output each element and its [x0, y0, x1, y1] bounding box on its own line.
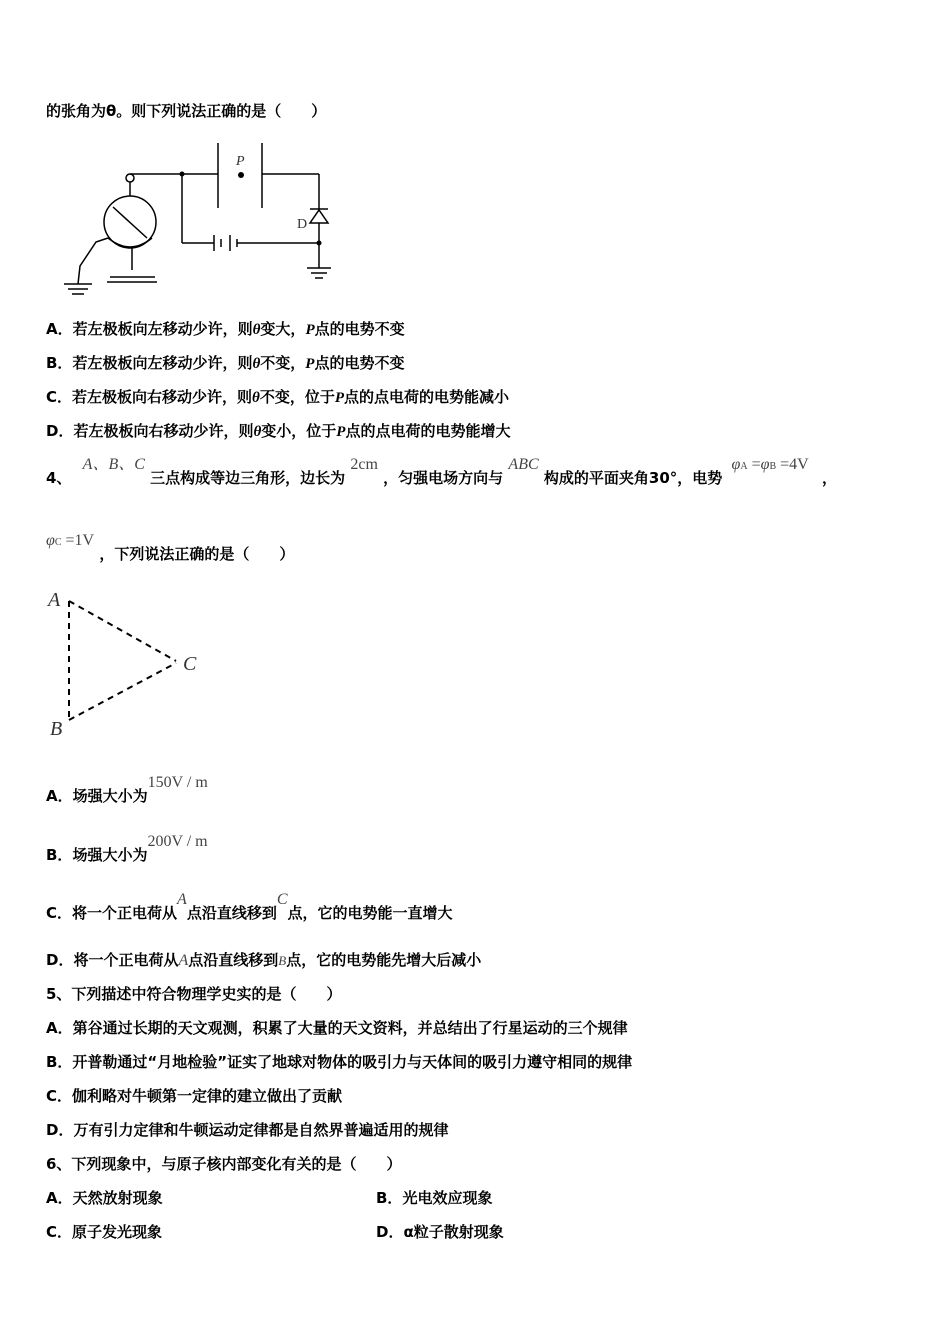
q6-option-b[interactable]: B．光电效应现象: [376, 1189, 493, 1207]
label-b: B: [50, 718, 63, 740]
q6-option-c[interactable]: C．原子发光现象: [46, 1223, 163, 1241]
q3-option-a[interactable]: A．若左极板向左移动少许，则θ变大，P点的电势不变: [46, 320, 405, 338]
q5-option-a[interactable]: A．第谷通过长期的天文观测，积累了大量的天文资料，并总结出了行星运动的三个规律: [46, 1019, 628, 1037]
label-p: P: [236, 154, 245, 169]
triangle-figure: [44, 585, 214, 745]
q6-option-d[interactable]: D．α粒子散射现象: [376, 1223, 504, 1241]
q3-stem: 的张角为θ。则下列说法正确的是（ ）: [46, 102, 327, 120]
label-a: A: [48, 589, 61, 611]
q6-stem: 6、下列现象中，与原子核内部变化有关的是（ ）: [46, 1155, 402, 1173]
q5-stem: 5、下列描述中符合物理学史实的是（ ）: [46, 985, 342, 1003]
q4-option-b[interactable]: B．场强大小为200V / m: [46, 833, 208, 864]
label-c: C: [183, 653, 197, 675]
q3-option-d[interactable]: D．若左极板向右移动少许，则θ变小，位于P点的点电荷的电势能增大: [46, 422, 511, 440]
q4-option-d[interactable]: D．将一个正电荷从A点沿直线移到B点，它的电势能先增大后减小: [46, 951, 482, 969]
circuit-figure: [58, 138, 358, 303]
q5-option-c[interactable]: C．伽利略对牛顿第一定律的建立做出了贡献: [46, 1087, 343, 1105]
q4-stem-line2: φC =1V ，下列说法正确的是（ ）: [46, 532, 295, 563]
q6-options-row1: [46, 1188, 906, 1208]
q4-option-c[interactable]: C．将一个正电荷从A点沿直线移到C点，它的电势能一直增大: [46, 891, 453, 922]
q6-options-row2: [46, 1222, 906, 1242]
q5-option-d[interactable]: D．万有引力定律和牛顿运动定律都是自然界普遍适用的规律: [46, 1121, 449, 1139]
q3-option-b[interactable]: B．若左极板向左移动少许，则θ不变，P点的电势不变: [46, 354, 405, 372]
q6-option-a[interactable]: A．天然放射现象: [46, 1189, 163, 1207]
q5-option-b[interactable]: B．开普勒通过“月地检验”证实了地球对物体的吸引力与天体间的吸引力遵守相同的规律: [46, 1053, 633, 1071]
q3-option-c[interactable]: C．若左极板向右移动少许，则θ不变，位于P点的点电荷的电势能减小: [46, 388, 510, 406]
q4-stem-line1: 4、 A、B、C 三点构成等边三角形，边长为 2cm ，匀强电场方向与 ABC 构成的平面夹角30°，电势 φA =φB =4V ，: [46, 456, 837, 487]
q4-option-a[interactable]: A．场强大小为150V / m: [46, 774, 208, 805]
label-d: D: [297, 217, 308, 232]
